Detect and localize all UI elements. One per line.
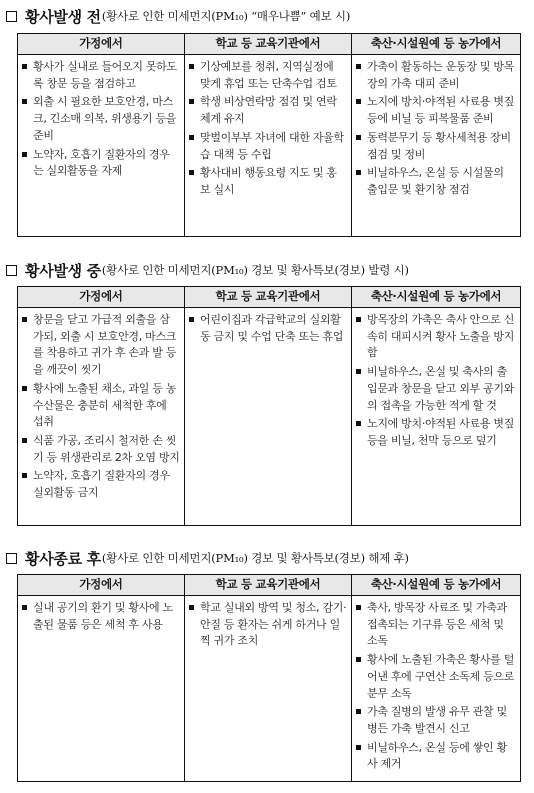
square-bullet-icon <box>356 709 361 714</box>
section-subtitle: (황사로 인한 미세먼지(PM₁₀) 경보 및 황사특보(경보) 발령 시) <box>101 263 409 277</box>
header-school: 학교 등 교육기관에서 <box>185 34 352 55</box>
checkbox-square-icon <box>6 265 17 276</box>
square-bullet-icon <box>356 170 361 175</box>
list-item <box>188 130 347 163</box>
table-header-row <box>18 34 521 55</box>
square-bullet-icon <box>189 170 194 175</box>
guideline-table <box>17 286 521 526</box>
list-item-text: 창문을 닫고 가급적 외출을 삼가되, 외출 시 보호안경, 마스크를 착용하고 귀가 후 손과 발 등을 깨끗이 씻기 <box>33 313 177 377</box>
list-item <box>188 94 347 127</box>
square-bullet-icon <box>22 152 27 157</box>
list-item-text: 가축 질병의 발생 유무 관찰 및 병든 가축 발견시 신고 <box>367 705 507 736</box>
square-bullet-icon <box>22 64 27 69</box>
list-item <box>21 468 180 501</box>
table-row <box>18 596 521 782</box>
bullet-list <box>355 600 516 773</box>
square-bullet-icon <box>22 473 27 478</box>
square-bullet-icon <box>189 605 194 610</box>
header-home: 가정에서 <box>18 287 185 308</box>
square-bullet-icon <box>189 64 194 69</box>
list-item-text: 가축이 활동하는 운동장 및 방목장의 가축 대피 준비 <box>367 60 515 90</box>
section-title: 황사종료 후 <box>25 549 101 568</box>
list-item-text: 노지에 방치·야적된 사료용 볏짚 등을 비닐, 천막 등으로 덮기 <box>367 417 515 448</box>
checkbox-square-icon <box>6 11 17 22</box>
cell-farm <box>352 596 521 782</box>
list-item-text: 노약자, 호흡기 질환자의 경우는 실외활동을 자제 <box>33 147 170 178</box>
list-item <box>355 165 516 198</box>
bullet-list <box>355 312 516 450</box>
list-item-text: 노지에 방치·야적된 사료용 볏짚 등에 비닐 등 피복물품 준비 <box>367 95 515 126</box>
list-item-text: 황사가 실내로 들어오지 못하도록 창문 등을 점검하고 <box>33 60 177 90</box>
list-item-text: 비닐하우스, 온실 등 시설물의 출입문 및 환기창 점검 <box>367 166 504 197</box>
cell-farm <box>352 55 521 237</box>
list-item <box>21 433 180 466</box>
square-bullet-icon <box>22 438 27 443</box>
section-title: 황사발생 중 <box>25 261 101 280</box>
square-bullet-icon <box>189 317 194 322</box>
square-bullet-icon <box>356 369 361 374</box>
list-item <box>188 59 347 92</box>
table-header-row <box>18 287 521 308</box>
header-farm: 축산·시설원예 등 농가에서 <box>352 575 521 596</box>
list-item-text: 노약자, 호흡기 질환자의 경우 실외활동 금지 <box>33 469 170 500</box>
list-item-text: 비닐하우스, 온실 및 축사의 출입문과 창문을 닫고 외부 공기와의 접촉을 가능한 적게 할 것 <box>367 365 515 412</box>
list-item <box>21 147 180 180</box>
square-bullet-icon <box>189 99 194 104</box>
list-item <box>188 312 347 345</box>
section-title: 황사발생 전 <box>25 7 101 26</box>
cell-school <box>185 55 352 237</box>
cell-home <box>18 596 185 782</box>
list-item <box>21 59 180 92</box>
square-bullet-icon <box>22 386 27 391</box>
list-item-text: 학교 실내외 방역 및 청소, 감기·안질 등 환자는 쉬게 하거나 일찍 귀가 조치 <box>200 601 347 648</box>
list-item <box>355 416 516 449</box>
list-item <box>355 59 516 92</box>
list-item <box>21 600 180 633</box>
list-item-text: 황사대비 행동요령 지도 및 홍보 실시 <box>200 166 337 197</box>
bullet-list <box>188 312 347 345</box>
square-bullet-icon <box>356 745 361 750</box>
square-bullet-icon <box>356 64 361 69</box>
header-farm: 축산·시설원예 등 농가에서 <box>352 287 521 308</box>
list-item-text: 동력분무기 등 황사세척용 장비 점검 및 정비 <box>367 130 511 161</box>
list-item-text: 황사에 노출된 가축은 황사를 털어낸 후에 구연산 소독제 등으로 분무 소독 <box>367 653 515 700</box>
bullet-list <box>188 600 347 650</box>
section-subtitle: (황사로 인한 미세먼지(PM₁₀) 경보 및 황사특보(경보) 해제 후) <box>101 551 409 565</box>
bullet-list <box>188 59 347 199</box>
section-heading <box>6 258 409 282</box>
bullet-list <box>21 59 180 180</box>
list-item-text: 방목장의 가축은 축사 안으로 신속히 대피시켜 황사 노출을 방지함 <box>367 313 515 360</box>
square-bullet-icon <box>189 135 194 140</box>
cell-school <box>185 596 352 782</box>
list-item <box>355 600 516 650</box>
bullet-list <box>21 312 180 502</box>
list-item <box>355 130 516 163</box>
table-row <box>18 308 521 526</box>
cell-home <box>18 308 185 526</box>
header-home: 가정에서 <box>18 575 185 596</box>
square-bullet-icon <box>22 317 27 322</box>
list-item <box>21 312 180 379</box>
section-subtitle: (황사로 인한 미세먼지(PM₁₀) “매우나쁨” 예보 시) <box>101 9 351 23</box>
guideline-table <box>17 574 521 782</box>
table-header-row <box>18 575 521 596</box>
list-item <box>355 312 516 362</box>
list-item-text: 어린이집과 각급학교의 실외활동 금지 및 수업 단축 또는 휴업 <box>200 313 344 343</box>
list-item <box>355 364 516 414</box>
list-item-text: 축사, 방목장 사료조 및 가축과 접촉되는 기구류 등은 세척 및 소독 <box>367 601 507 648</box>
header-home: 가정에서 <box>18 34 185 55</box>
header-school: 학교 등 교육기관에서 <box>185 575 352 596</box>
list-item <box>188 600 347 650</box>
bullet-list <box>21 600 180 633</box>
list-item-text: 외출 시 필요한 보호안경, 마스크, 긴소매 의복, 위생용기 등을 준비 <box>33 95 177 142</box>
square-bullet-icon <box>356 99 361 104</box>
list-item <box>355 704 516 737</box>
cell-home <box>18 55 185 237</box>
square-bullet-icon <box>356 605 361 610</box>
list-item-text: 식품 가공, 조리시 철저한 손 씻기 등 위생관리로 2차 오염 방지 <box>33 434 180 464</box>
square-bullet-icon <box>356 317 361 322</box>
square-bullet-icon <box>356 421 361 426</box>
list-item <box>355 94 516 127</box>
header-school: 학교 등 교육기관에서 <box>185 287 352 308</box>
square-bullet-icon <box>22 99 27 104</box>
square-bullet-icon <box>356 135 361 140</box>
list-item <box>188 165 347 198</box>
header-farm: 축산·시설원예 등 농가에서 <box>352 34 521 55</box>
cell-farm <box>352 308 521 526</box>
square-bullet-icon <box>22 605 27 610</box>
list-item <box>355 740 516 773</box>
section-heading <box>6 4 350 28</box>
bullet-list <box>355 59 516 199</box>
list-item <box>355 652 516 702</box>
list-item <box>21 381 180 431</box>
cell-school <box>185 308 352 526</box>
list-item-text: 학생 비상연락망 점검 및 연락체계 유지 <box>200 95 337 126</box>
guideline-table <box>17 33 521 237</box>
square-bullet-icon <box>356 657 361 662</box>
section-heading <box>6 546 409 570</box>
list-item-text: 실내 공기의 환기 및 황사에 노출된 물품 등은 세척 후 사용 <box>33 601 173 631</box>
list-item-text: 기상예보를 청취, 지역실정에 맞게 휴업 또는 단축수업 검토 <box>200 60 337 90</box>
list-item-text: 비닐하우스, 온실 등에 쌓인 황사 제거 <box>367 740 507 771</box>
checkbox-square-icon <box>6 553 17 564</box>
table-row <box>18 55 521 237</box>
list-item-text: 맞벌이부부 자녀에 대한 자율학습 대책 등 수립 <box>200 130 344 161</box>
list-item <box>21 94 180 144</box>
list-item-text: 황사에 노출된 채소, 과일 등 농수산물은 충분히 세척한 후에 섭취 <box>33 381 177 429</box>
